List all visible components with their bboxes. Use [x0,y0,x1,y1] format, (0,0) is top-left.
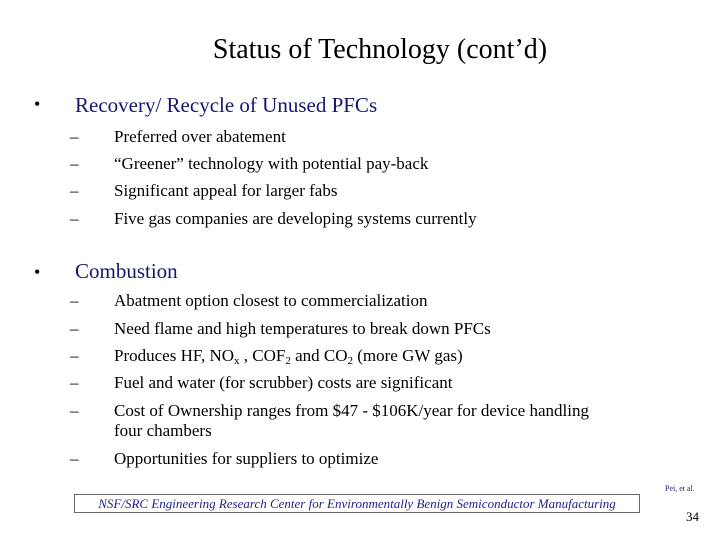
dash-icon: – [70,181,79,200]
dash-icon: – [70,449,79,468]
dash-icon: – [70,127,79,146]
dash-icon: – [70,209,79,228]
list-item: – Significant appeal for larger fabs [70,181,338,200]
credit-note: Pei, et al. [665,484,695,493]
dash-icon: – [70,346,79,365]
section-heading-combustion: Combustion [75,259,178,283]
page-number: 34 [686,509,699,524]
list-item: – Opportunities for suppliers to optimize [70,449,379,468]
bullet-icon: • [34,94,41,114]
list-item: – Cost of Ownership ranges from $47 - $106K/year for device handling [70,401,589,420]
list-item: – Preferred over abatement [70,127,286,146]
list-item: – Need flame and high temperatures to break down PFCs [70,319,491,338]
list-item: – “Greener” technology with potential pay-back [70,154,429,173]
bullet-icon: • [34,262,41,282]
list-item-continuation: four chambers [114,421,212,440]
dash-icon: – [70,401,79,420]
list-item: – Fuel and water (for scrubber) costs are significant [70,373,453,392]
footer-banner: NSF/SRC Engineering Research Center for Environmentally Benign Semiconductor Manufacturing [74,494,640,513]
slide-title: Status of Technology (cont’d) [212,34,548,65]
dash-icon: – [70,291,79,310]
list-item: – Five gas companies are developing systems currently [70,209,477,228]
dash-icon: – [70,319,79,338]
list-item: – Abatment option closest to commercialization [70,291,428,310]
dash-icon: – [70,373,79,392]
list-item: – Produces HF, $NO_x$ , $COF_2$ and $CO_2$ (more GW gas) [70,346,463,367]
section-heading-recovery: Recovery/ Recycle of Unused PFCs [75,93,378,117]
dash-icon: – [70,154,79,173]
